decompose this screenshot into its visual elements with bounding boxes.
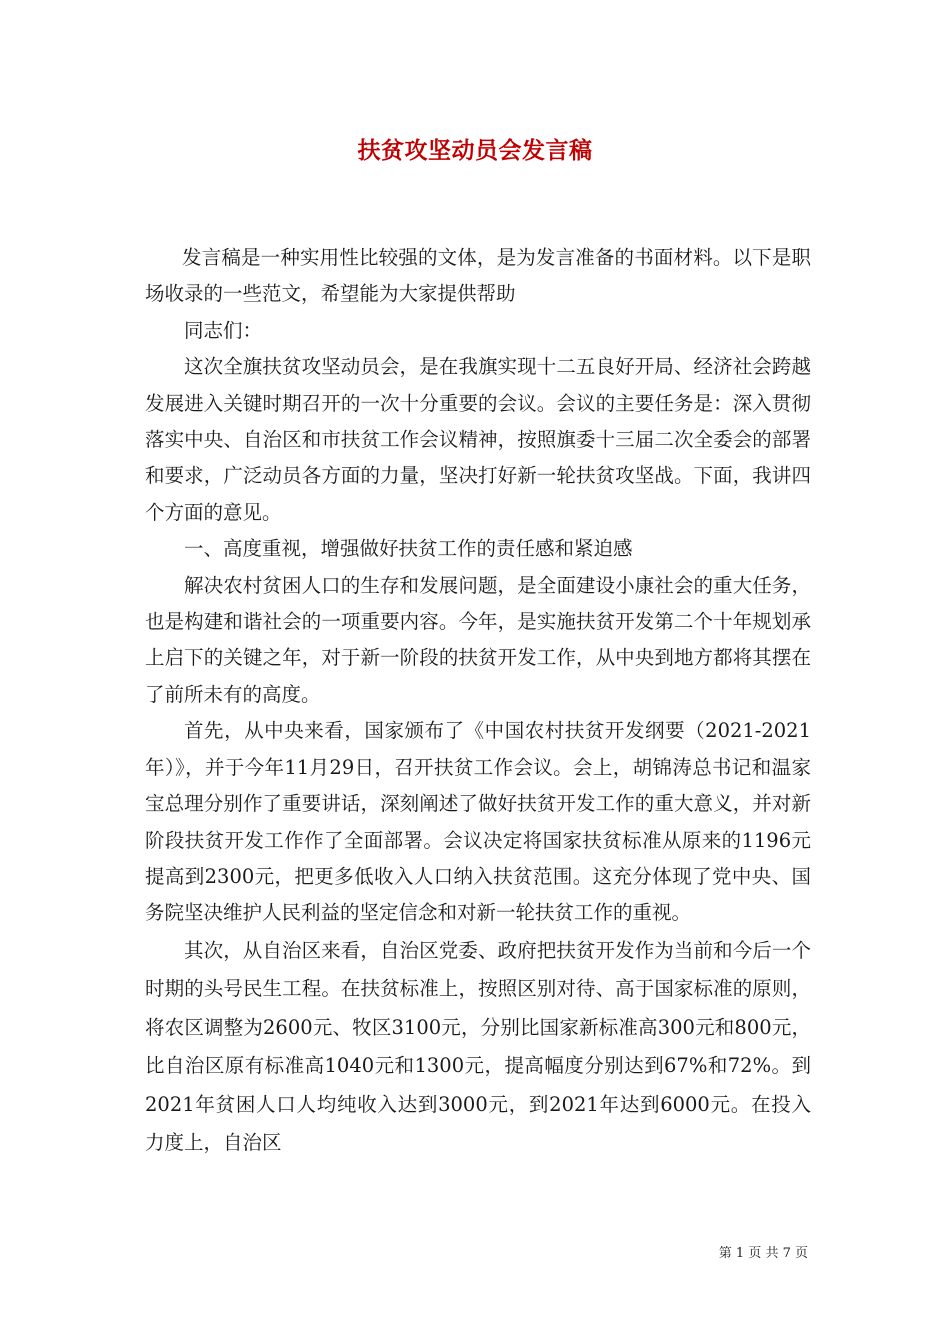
document-body — [145, 240, 811, 1163]
opening-paragraph: 这次全旗扶贫攻坚动员会，是在我旗实现十二五良好开局、经济社会跨越发展进入关键时期召开的一次十分重要的会议。会议的主要任务是：深入贯彻落实中央、自治区和市扶贫工作会议精神，按照旗委十三届二次全委会的部署和要求，广泛动员各方面的力量，坚决打好新一轮扶贫攻坚战。下面，我讲四个方面的意见。 — [145, 355, 811, 524]
paragraph: 解决农村贫困人口的生存和发展问题，是全面建设小康社会的重大任务，也是构建和谐社会的一项重要内容。今年，是实施扶贫开发第二个十年规划承上启下的关键之年，对于新一阶段的扶贫开发工作，从中央到地方都将其摆在了前所未有的高度。 — [145, 573, 811, 706]
intro-paragraph: 发言稿是一种实用性比较强的文体，是为发言准备的书面材料。以下是职场收录的一些范文，希望能为大家提供帮助 — [145, 246, 811, 306]
document-title: 扶贫攻坚动员会发言稿 — [357, 138, 593, 164]
paragraph: 其次，从自治区来看，自治区党委、政府把扶贫开发作为当前和今后一个时期的头号民生工程。在扶贫标准上，按照区别对待、高于国家标准的原则，将农区调整为2600元、牧区3100元，分别比国家新标准高300元和800元，比自治区原有标准高1040元和1300元，提高幅度分别达到67%和72%。到2021年贫困人口人均纯收入达到3000元，到2021年达到6000元。在投入力度上，自治区 — [145, 938, 811, 1155]
paragraph: 首先，从中央来看，国家颁布了《中国农村扶贫开发纲要（2021-2021年）》，并于今年11月29日，召开扶贫工作会议。会上，胡锦涛总书记和温家宝总理分别作了重要讲话，深刻阐述了做好扶贫开发工作的重大意义，并对新阶段扶贫开发工作作了全面部署。会议决定将国家扶贫标准从原来的1196元提高到2300元，把更多低收入人口纳入扶贫范围。这充分体现了党中央、国务院坚决维护人民利益的坚定信念和对新一轮扶贫工作的重视。 — [145, 719, 811, 925]
page-number: 第 1 页 共 7 页 — [718, 1246, 808, 1261]
section-heading: 一、高度重视，增强做好扶贫工作的责任感和紧迫感 — [184, 537, 633, 561]
salutation: 同志们： — [184, 318, 263, 342]
